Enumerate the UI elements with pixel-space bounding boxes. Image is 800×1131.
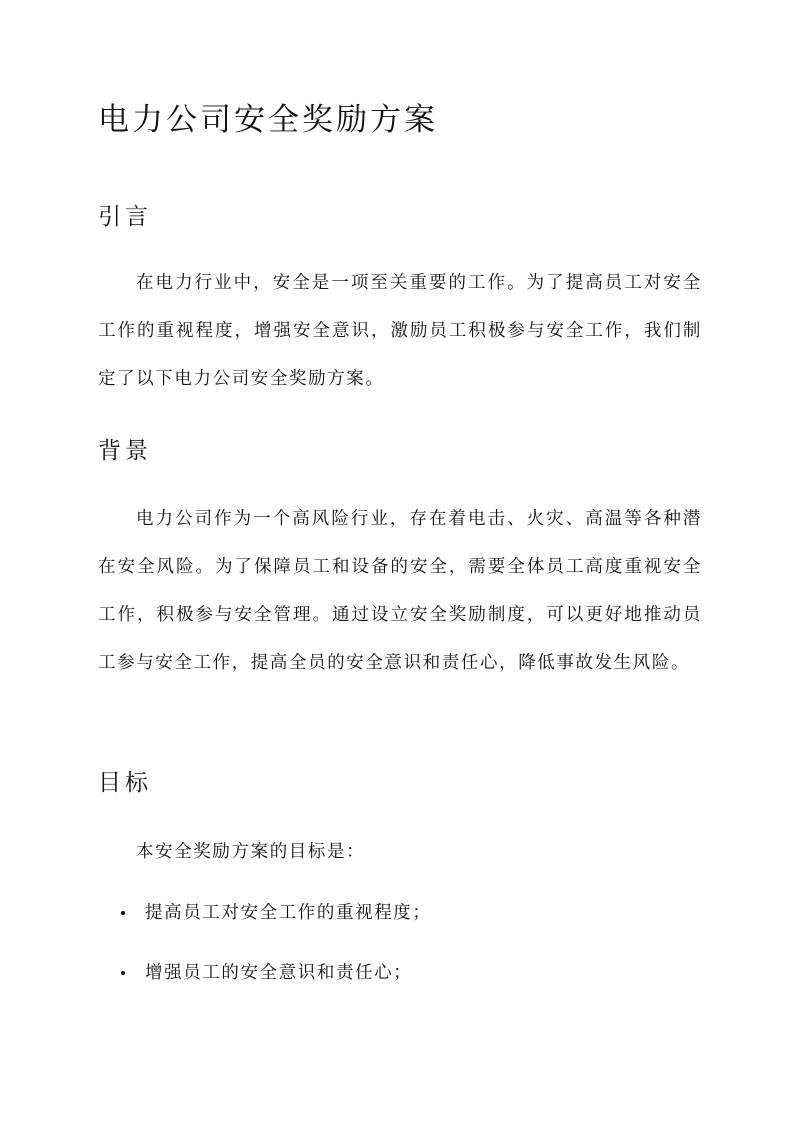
bullet-icon — [121, 911, 125, 915]
introduction-paragraph: 在电力行业中，安全是一项至关重要的工作。为了提高员工对安全工作的重视程度，增强安全意识，激励员工积极参与安全工作，我们制定了以下电力公司安全奖励方案。 — [98, 273, 702, 389]
list-item — [98, 961, 702, 1021]
goals-intro-paragraph: 本安全奖励方案的目标是： — [136, 842, 366, 862]
list-item-text: 增强员工的安全意识和责任心； — [145, 963, 413, 983]
background-paragraph: 电力公司作为一个高风险行业，存在着电击、火灾、高温等各种潜在安全风险。为了保障员工和设备的安全，需要全体员工高度重视安全工作，积极参与安全管理。通过设立安全奖励制度，可以更好地推动员工参与安全工作，提高全员的安全意识和责任心，降低事故发生风险。 — [98, 509, 702, 673]
bullet-icon — [121, 971, 125, 975]
list-item-text: 提高员工对安全工作的重视程度； — [145, 903, 432, 923]
goals-bullet-list — [98, 901, 702, 1021]
document-title: 电力公司安全奖励方案 — [98, 102, 438, 138]
section-heading-introduction: 引言 — [98, 204, 152, 230]
section-heading-goals: 目标 — [98, 770, 152, 796]
section-heading-background: 背景 — [98, 438, 152, 464]
list-item — [98, 901, 702, 961]
